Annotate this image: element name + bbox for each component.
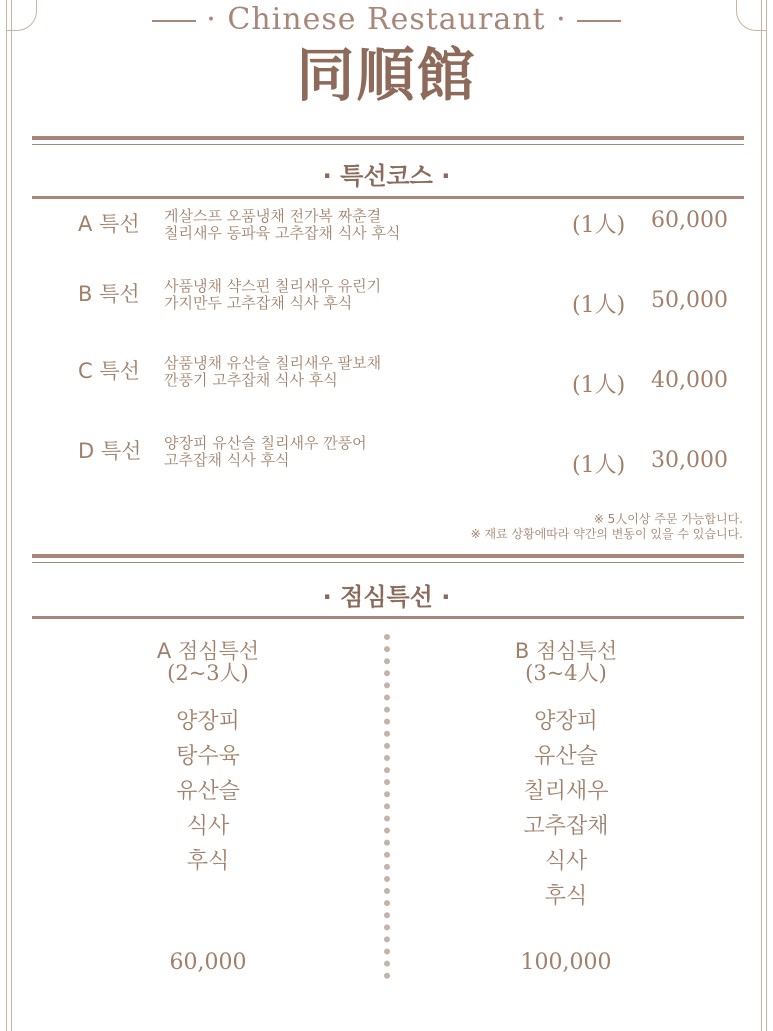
course-description	[164, 435, 367, 469]
course-notes	[471, 512, 743, 542]
course-label: B 특선	[78, 282, 140, 306]
course-desc-line: 사품냉채 샥스핀 칠리새우 유린기	[164, 277, 382, 295]
subtitle-dash-left	[152, 20, 196, 22]
course-desc-line: 양장피 유산슬 칠리새우 깐풍어	[164, 434, 367, 452]
lunch-item: 유산슬	[534, 744, 598, 769]
course-description	[164, 278, 381, 312]
course-item	[78, 435, 728, 495]
lunch-section-rule-top	[32, 554, 744, 563]
lunch-set-a	[38, 640, 378, 879]
lunch-divider	[384, 634, 390, 979]
lunch-set-items	[396, 704, 736, 914]
left-border	[6, 0, 12, 1031]
special-course-title: · 특선코스 ·	[322, 162, 451, 190]
course-label: D 특선	[78, 439, 142, 463]
course-per-person: (1人)	[572, 373, 626, 398]
right-border	[761, 0, 767, 1031]
course-description	[164, 208, 400, 242]
lunch-item: 식사	[186, 814, 230, 839]
course-per-person: (1人)	[572, 453, 626, 478]
header-rule	[32, 136, 744, 145]
lunch-set-size: (2~3人)	[167, 661, 249, 685]
course-per-person: (1人)	[572, 293, 626, 318]
lunch-item: 양장피	[176, 709, 240, 734]
lunch-item: 탕수육	[176, 744, 240, 769]
course-description	[164, 355, 381, 389]
restaurant-name: 同順館	[296, 41, 477, 109]
lunch-set-b	[396, 640, 736, 914]
lunch-set-b-price: 100,000	[520, 950, 612, 975]
course-label: C 특선	[78, 359, 140, 383]
lunch-item: 후식	[186, 849, 230, 874]
course-desc-line: 삼품냉채 유산슬 칠리새우 팔보채	[164, 354, 382, 372]
course-desc-line: 고추잡채 식사 후식	[164, 451, 290, 469]
lunch-set-name: A 점심특선	[156, 639, 260, 663]
course-price: 40,000	[651, 368, 728, 393]
lunch-item: 후식	[544, 884, 588, 909]
course-per-person: (1人)	[572, 213, 626, 238]
lunch-set-name: B 점심특선	[514, 639, 618, 663]
lunch-item: 유산슬	[176, 779, 240, 804]
course-price: 60,000	[651, 208, 728, 233]
course-item	[78, 278, 728, 338]
lunch-set-items	[38, 704, 378, 879]
special-course-rule	[32, 196, 744, 199]
subtitle-dash-right	[577, 20, 621, 22]
course-desc-line: 깐풍기 고추잡채 식사 후식	[164, 371, 338, 389]
lunch-item: 고추잡채	[523, 814, 609, 839]
lunch-section-rule	[32, 616, 744, 619]
lunch-item: 칠리새우	[523, 779, 609, 804]
lunch-set-size: (3~4人)	[525, 661, 607, 685]
subtitle-text: Chinese Restaurant	[227, 2, 546, 37]
lunch-item: 양장피	[534, 709, 598, 734]
note-line: ※ 재료 상황에따라 약간의 변동이 있을 수 있습니다.	[470, 527, 743, 541]
lunch-item: 식사	[544, 849, 588, 874]
course-desc-line: 가지만두 고추잡채 식사 후식	[164, 294, 353, 312]
restaurant-subtitle: · Chinese Restaurant ·	[0, 2, 773, 37]
course-item	[78, 355, 728, 415]
note-line: ※ 5人이상 주문 가능합니다.	[593, 512, 743, 526]
course-price: 50,000	[651, 288, 728, 313]
lunch-special-title: · 점심특선 ·	[322, 583, 451, 611]
course-label: A 특선	[78, 212, 140, 236]
course-desc-line: 칠리새우 동파육 고추잡채 식사 후식	[164, 224, 401, 242]
course-price: 30,000	[651, 448, 728, 473]
course-desc-line: 게살스프 오품냉채 전가복 짜춘결	[164, 207, 382, 225]
course-item	[78, 208, 728, 268]
lunch-set-a-price: 60,000	[169, 950, 247, 975]
